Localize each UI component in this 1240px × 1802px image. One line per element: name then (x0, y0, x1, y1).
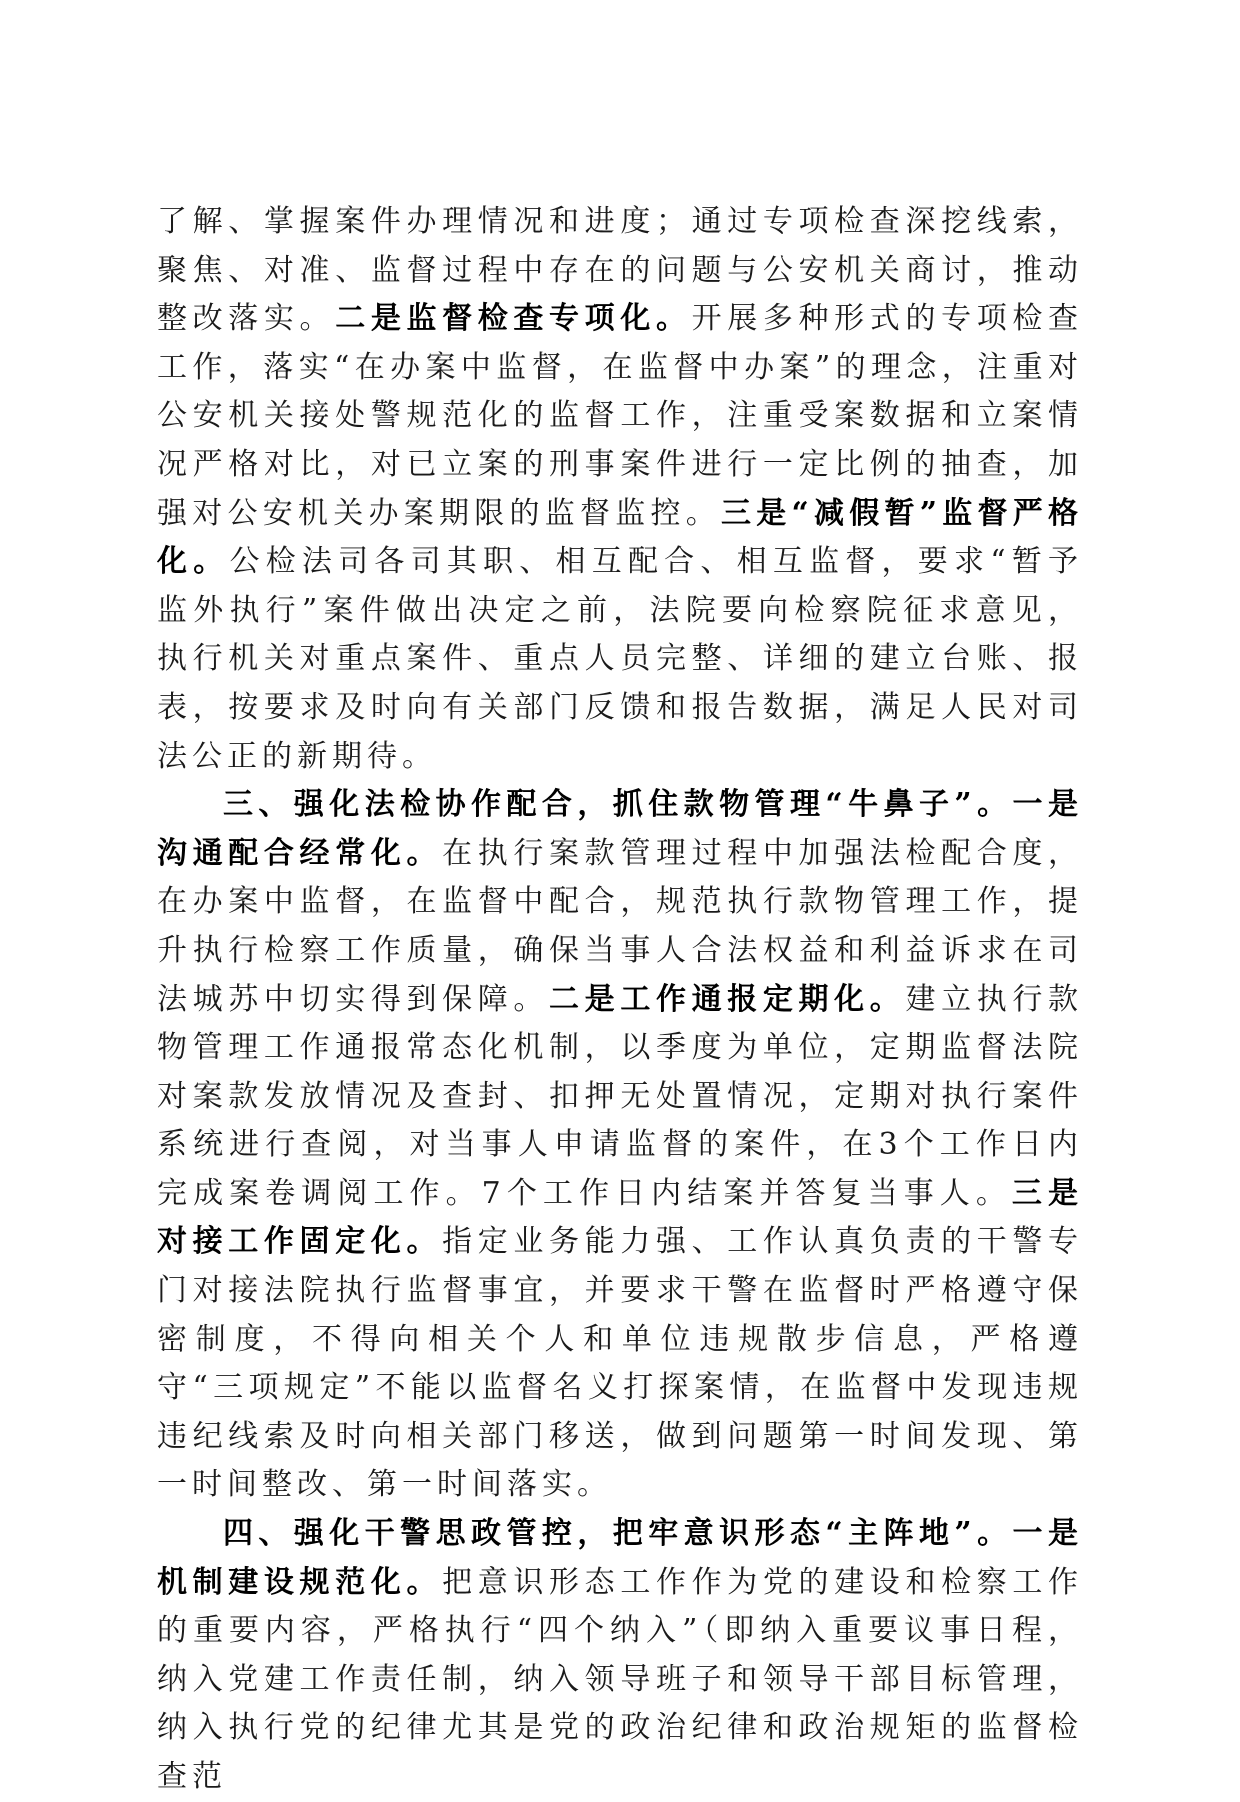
paragraph-2 (157, 781, 1083, 1510)
paragraph-1 (157, 198, 1083, 781)
paragraph-2-text: 在执行案款管理过程中加强法检配合度，在办案中监督，在监督中配合，规范执行款物管理工作，提升执行检察工作质量，确保当事人合法权益和利益诉求在司法城苏中切实得到保障。 (157, 835, 1084, 1017)
subheading-report-regular: 二是工作通报定期化。 (549, 981, 906, 1017)
subheading-commutation-strict: 三是“减假暂”监督严格化。 (157, 495, 1084, 580)
paragraph-1-text: 了解、掌握案件办理情况和进度；通过专项检查深挖线索，聚焦、对准、监督过程中存在的问题与公安机关商讨，推动整改落实。 (157, 204, 1083, 337)
paragraph-1-text: 公检法司各司其职、相互配合、相互监督，要求“暂予监外执行”案件做出决定之前，法院要向检察院征求意见，执行机关对重点案件、重点人员完整、详细的建立台账、报表，按要求及时向有关部门反馈和报告数据，满足人民对司法公正的新期待。 (157, 544, 1083, 774)
subheading-liaison-fixed: 三是对接工作固定化。 (157, 1175, 1083, 1260)
paragraph-3 (157, 1510, 1083, 1802)
paragraph-2-text: 指定业务能力强、工作认真负责的干警专门对接法院执行监督事宜，并要求干警在监督时严格遵守保密制度，不得向相关个人和单位违规散步信息，严格遵守“三项规定”不能以监督名义打探案情，在监督中发现违规违纪线索及时向相关部门移送，做到问题第一时间发现、第一时间整改、第一时间落实。 (157, 1224, 1084, 1503)
section-heading-4: 四、强化干警思政管控，把牢意识形态“主阵地”。一是机制建设规范化。 (157, 1516, 1083, 1600)
paragraph-1-text: 开展多种形式的专项检查工作，落实“在办案中监督，在监督中办案”的理念，注重对公安机关接处警规范化的监督工作，注重受案数据和立案情况严格对比，对已立案的刑事案件进行一定比例的抽查，加强对公安机关办案期限的监督监控。 (157, 301, 1084, 531)
paragraph-3-text: 把意识形态工作作为党的建设和检察工作的重要内容，严格执行“四个纳入”（即纳入重要议事日程，纳入党建工作责任制，纳入领导班子和领导干部目标管理，纳入执行党的纪律尤其是党的政治纪律和政治规矩的监督检查范 (157, 1564, 1084, 1794)
subheading-supervision-special: 二是监督检查专项化。 (335, 301, 692, 337)
paragraph-2-text: 建立执行款物管理工作通报常态化机制，以季度为单位，定期监督法院对案款发放情况及查封、扣押无处置情况，定期对执行案件系统进行查阅，对当事人申请监督的案件，在3个工作日内完成案卷调阅工作。7个工作日内结案并答复当事人。 (157, 981, 1084, 1211)
section-heading-3: 三、强化法检协作配合，抓住款物管理“牛鼻子”。一是沟通配合经常化。 (157, 787, 1083, 871)
document-page (157, 198, 1083, 1802)
